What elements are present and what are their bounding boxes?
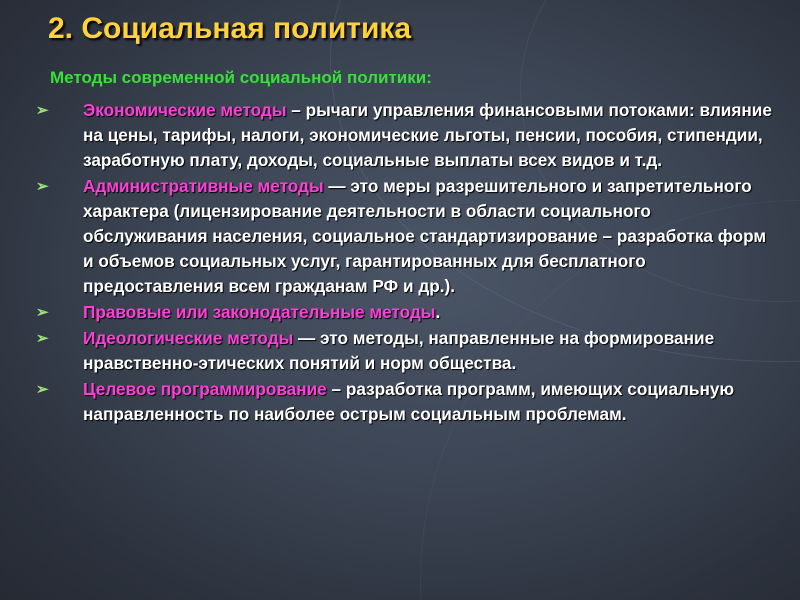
list-item-legal (36, 300, 776, 325)
method-term: Экономические методы (83, 100, 287, 120)
methods-list (36, 98, 776, 428)
method-description: – рычаги управления финансовыми потоками: влияние на цены, тарифы, налоги, экономические льготы, пенсии, пособия, стипендии, заработную плату, доходы, социальные выплаты всех видов и т.д. (83, 100, 772, 170)
method-description: – разработка программ, имеющих социальную направленность по наиболее острым социальным проблемам. (83, 379, 735, 424)
arrow-bullet-icon: ➢ (36, 381, 49, 398)
method-term: Правовые или законодательные методы (83, 302, 436, 322)
arrow-bullet-icon: ➢ (36, 304, 49, 321)
method-description: — это методы, направленные на формирование нравственно-этических понятий и норм общества. (83, 328, 715, 373)
slide-subtitle: Методы современной социальной политики: (50, 68, 432, 87)
method-description: . (435, 302, 441, 322)
list-item-targeted-programming (36, 377, 776, 427)
slide-title: 2. Социальная политика (48, 12, 412, 45)
arrow-bullet-icon: ➢ (36, 330, 49, 347)
method-description: — это меры разрешительного и запретительного характера (лицензирование деятельности в области социального обслуживания населения, социальное стандартизирование – разработка форм и объемов социальных услуг, гарантированных для бесплатного предоставления всем гражданам РФ и др.). (83, 176, 767, 296)
arrow-bullet-icon: ➢ (36, 102, 49, 119)
method-term: Идеологические методы (83, 328, 294, 348)
method-term: Административные методы (83, 176, 324, 196)
list-item-economic (36, 98, 776, 173)
list-item-ideological (36, 326, 776, 376)
arrow-bullet-icon: ➢ (36, 178, 49, 195)
method-term: Целевое программирование (83, 379, 327, 399)
list-item-administrative (36, 174, 776, 299)
